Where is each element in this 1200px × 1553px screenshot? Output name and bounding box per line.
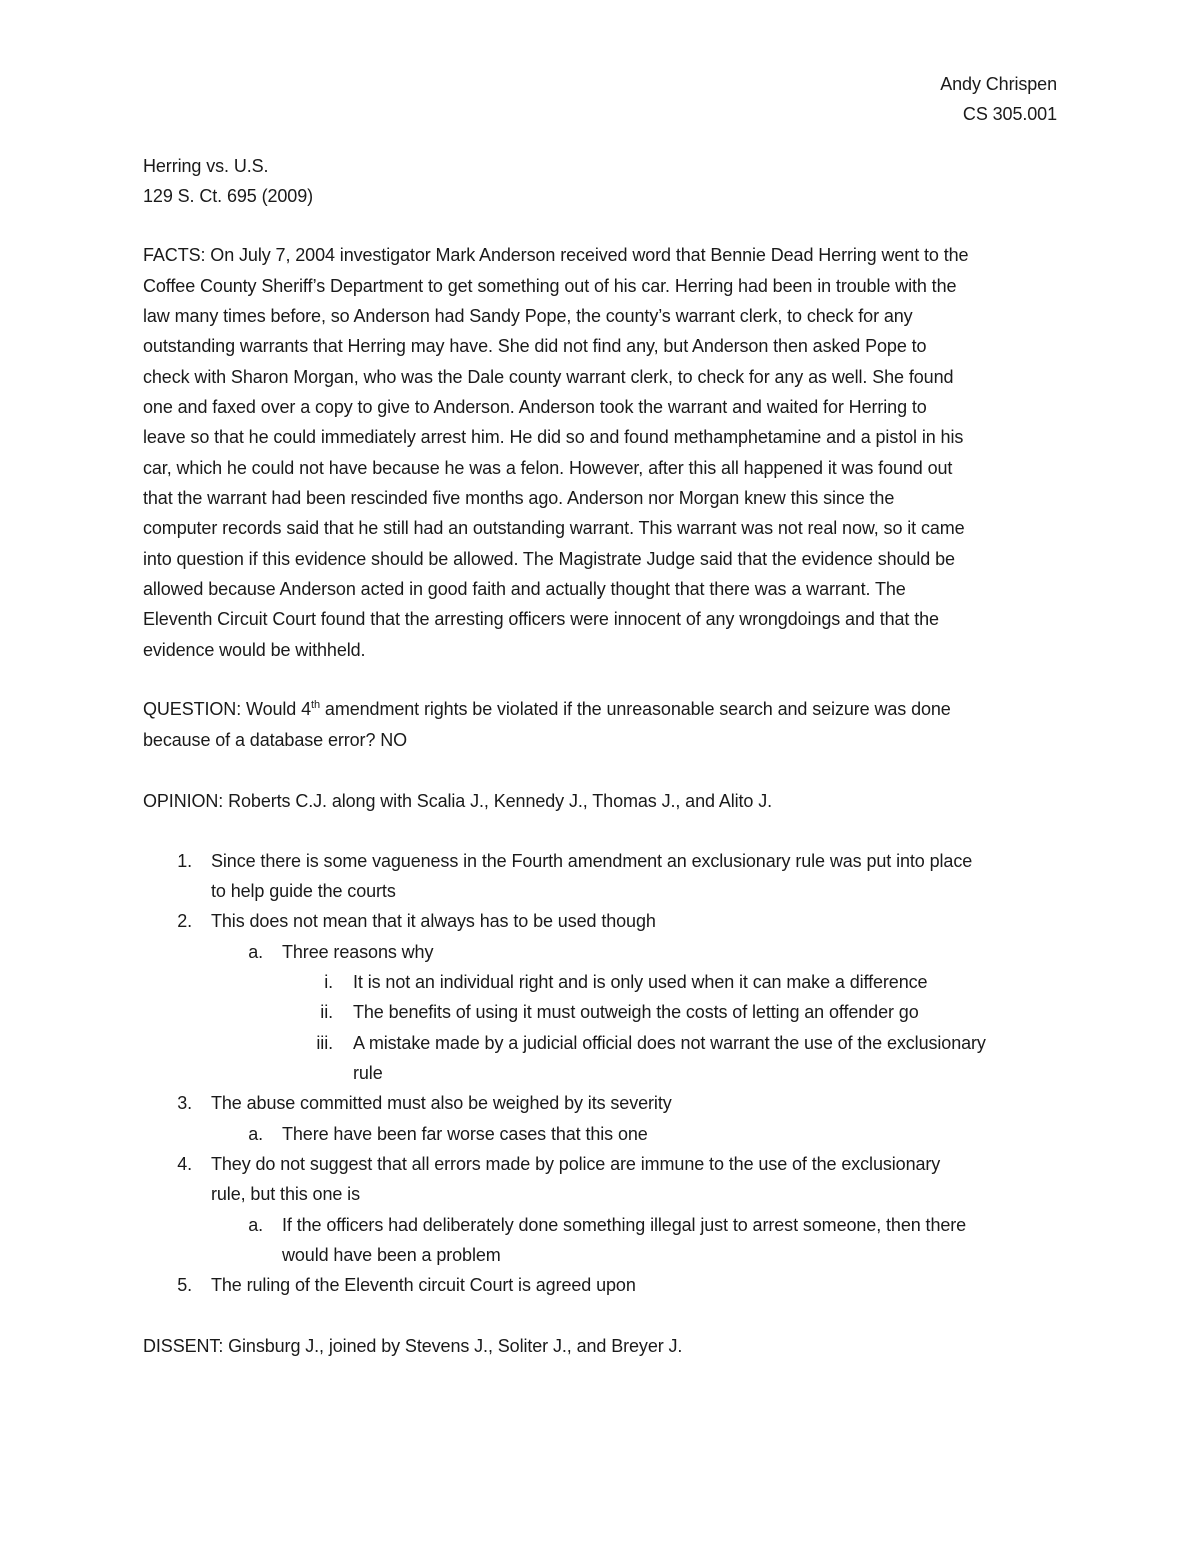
list-item-text: It is not an individual right and is only used when it can make a difference	[353, 972, 928, 992]
facts-line: computer records said that he still had an outstanding warrant. This warrant was not real now, so it came	[143, 518, 965, 538]
list-item-text: This does not mean that it always has to be used though	[211, 911, 656, 931]
list-item-text: The benefits of using it must outweigh the costs of letting an offender go	[353, 1002, 919, 1022]
facts-line: allowed because Anderson acted in good faith and actually thought that there was a warrant. The	[143, 579, 906, 599]
list-item-text: If the officers had deliberately done something illegal just to arrest someone, then there	[282, 1215, 967, 1235]
list-number: 1.	[177, 851, 192, 871]
list-item-text: There have been far worse cases that this one	[282, 1124, 648, 1144]
list-roman: iii.	[316, 1033, 333, 1053]
list-number: 5.	[177, 1275, 192, 1295]
facts-line: check with Sharon Morgan, who was the Dale county warrant clerk, to check for any as well. She found	[143, 367, 954, 387]
facts-line: into question if this evidence should be allowed. The Magistrate Judge said that the evidence should be	[143, 549, 955, 569]
list-item-text: would have been a problem	[282, 1245, 501, 1265]
ordinal-suffix: th	[311, 699, 321, 711]
course-code: CS 305.001	[962, 104, 1057, 124]
facts-line: outstanding warrants that Herring may have. She did not find any, but Anderson then asked Pope to	[143, 336, 927, 356]
list-item-text: The ruling of the Eleventh circuit Court is agreed upon	[211, 1275, 636, 1295]
list-item-text: Three reasons why	[282, 942, 434, 962]
facts-line: car, which he could not have because he was a felon. However, after this all happened it was found out	[143, 458, 953, 478]
list-letter: a.	[248, 942, 263, 962]
list-item-text: They do not suggest that all errors made by police are immune to the use of the exclusionary	[211, 1154, 941, 1174]
facts-line: that the warrant had been rescinded five months ago. Anderson nor Morgan knew this since the	[143, 488, 895, 508]
list-letter: a.	[248, 1124, 263, 1144]
facts-line: law many times before, so Anderson had Sandy Pope, the county’s warrant clerk, to check for any	[143, 306, 913, 326]
case-citation: 129 S. Ct. 695 (2009)	[143, 186, 314, 206]
facts-line: leave so that he could immediately arrest him. He did so and found methamphetamine and a pistol in his	[143, 427, 964, 447]
list-item-text: A mistake made by a judicial official does not warrant the use of the exclusionary	[353, 1033, 986, 1053]
list-item-text: The abuse committed must also be weighed by its severity	[211, 1093, 672, 1113]
list-item-text: rule	[353, 1063, 383, 1083]
list-number: 3.	[177, 1093, 192, 1113]
opinion-heading: OPINION: Roberts C.J. along with Scalia J., Kennedy J., Thomas J., and Alito J.	[143, 791, 773, 811]
facts-line: Eleventh Circuit Court found that the arresting officers were innocent of any wrongdoings and that the	[143, 609, 939, 629]
facts-line: one and faxed over a copy to give to Anderson. Anderson took the warrant and waited for Herring to	[143, 397, 927, 417]
list-letter: a.	[248, 1215, 263, 1235]
question-line: because of a database error? NO	[143, 730, 408, 750]
list-item-text: rule, but this one is	[211, 1184, 360, 1204]
list-number: 4.	[177, 1154, 192, 1174]
list-roman: ii.	[320, 1002, 333, 1022]
author-name: Andy Chrispen	[940, 74, 1057, 94]
question-text-start: QUESTION: Would 4	[143, 699, 312, 719]
case-title: Herring vs. U.S.	[143, 156, 269, 176]
question-line	[143, 699, 951, 720]
list-roman: i.	[324, 972, 333, 992]
list-item-text: to help guide the courts	[211, 881, 396, 901]
facts-line: FACTS: On July 7, 2004 investigator Mark Anderson received word that Bennie Dead Herring went to the	[143, 245, 969, 265]
dissent-heading: DISSENT: Ginsburg J., joined by Stevens J., Soliter J., and Breyer J.	[143, 1336, 683, 1356]
list-number: 2.	[177, 911, 192, 931]
question-text-end: amendment rights be violated if the unreasonable search and seizure was done	[320, 699, 951, 719]
facts-line: Coffee County Sheriff’s Department to get something out of his car. Herring had been in trouble with the	[143, 276, 957, 296]
facts-line: evidence would be withheld.	[143, 640, 366, 660]
list-item-text: Since there is some vagueness in the Fourth amendment an exclusionary rule was put into place	[211, 851, 973, 871]
